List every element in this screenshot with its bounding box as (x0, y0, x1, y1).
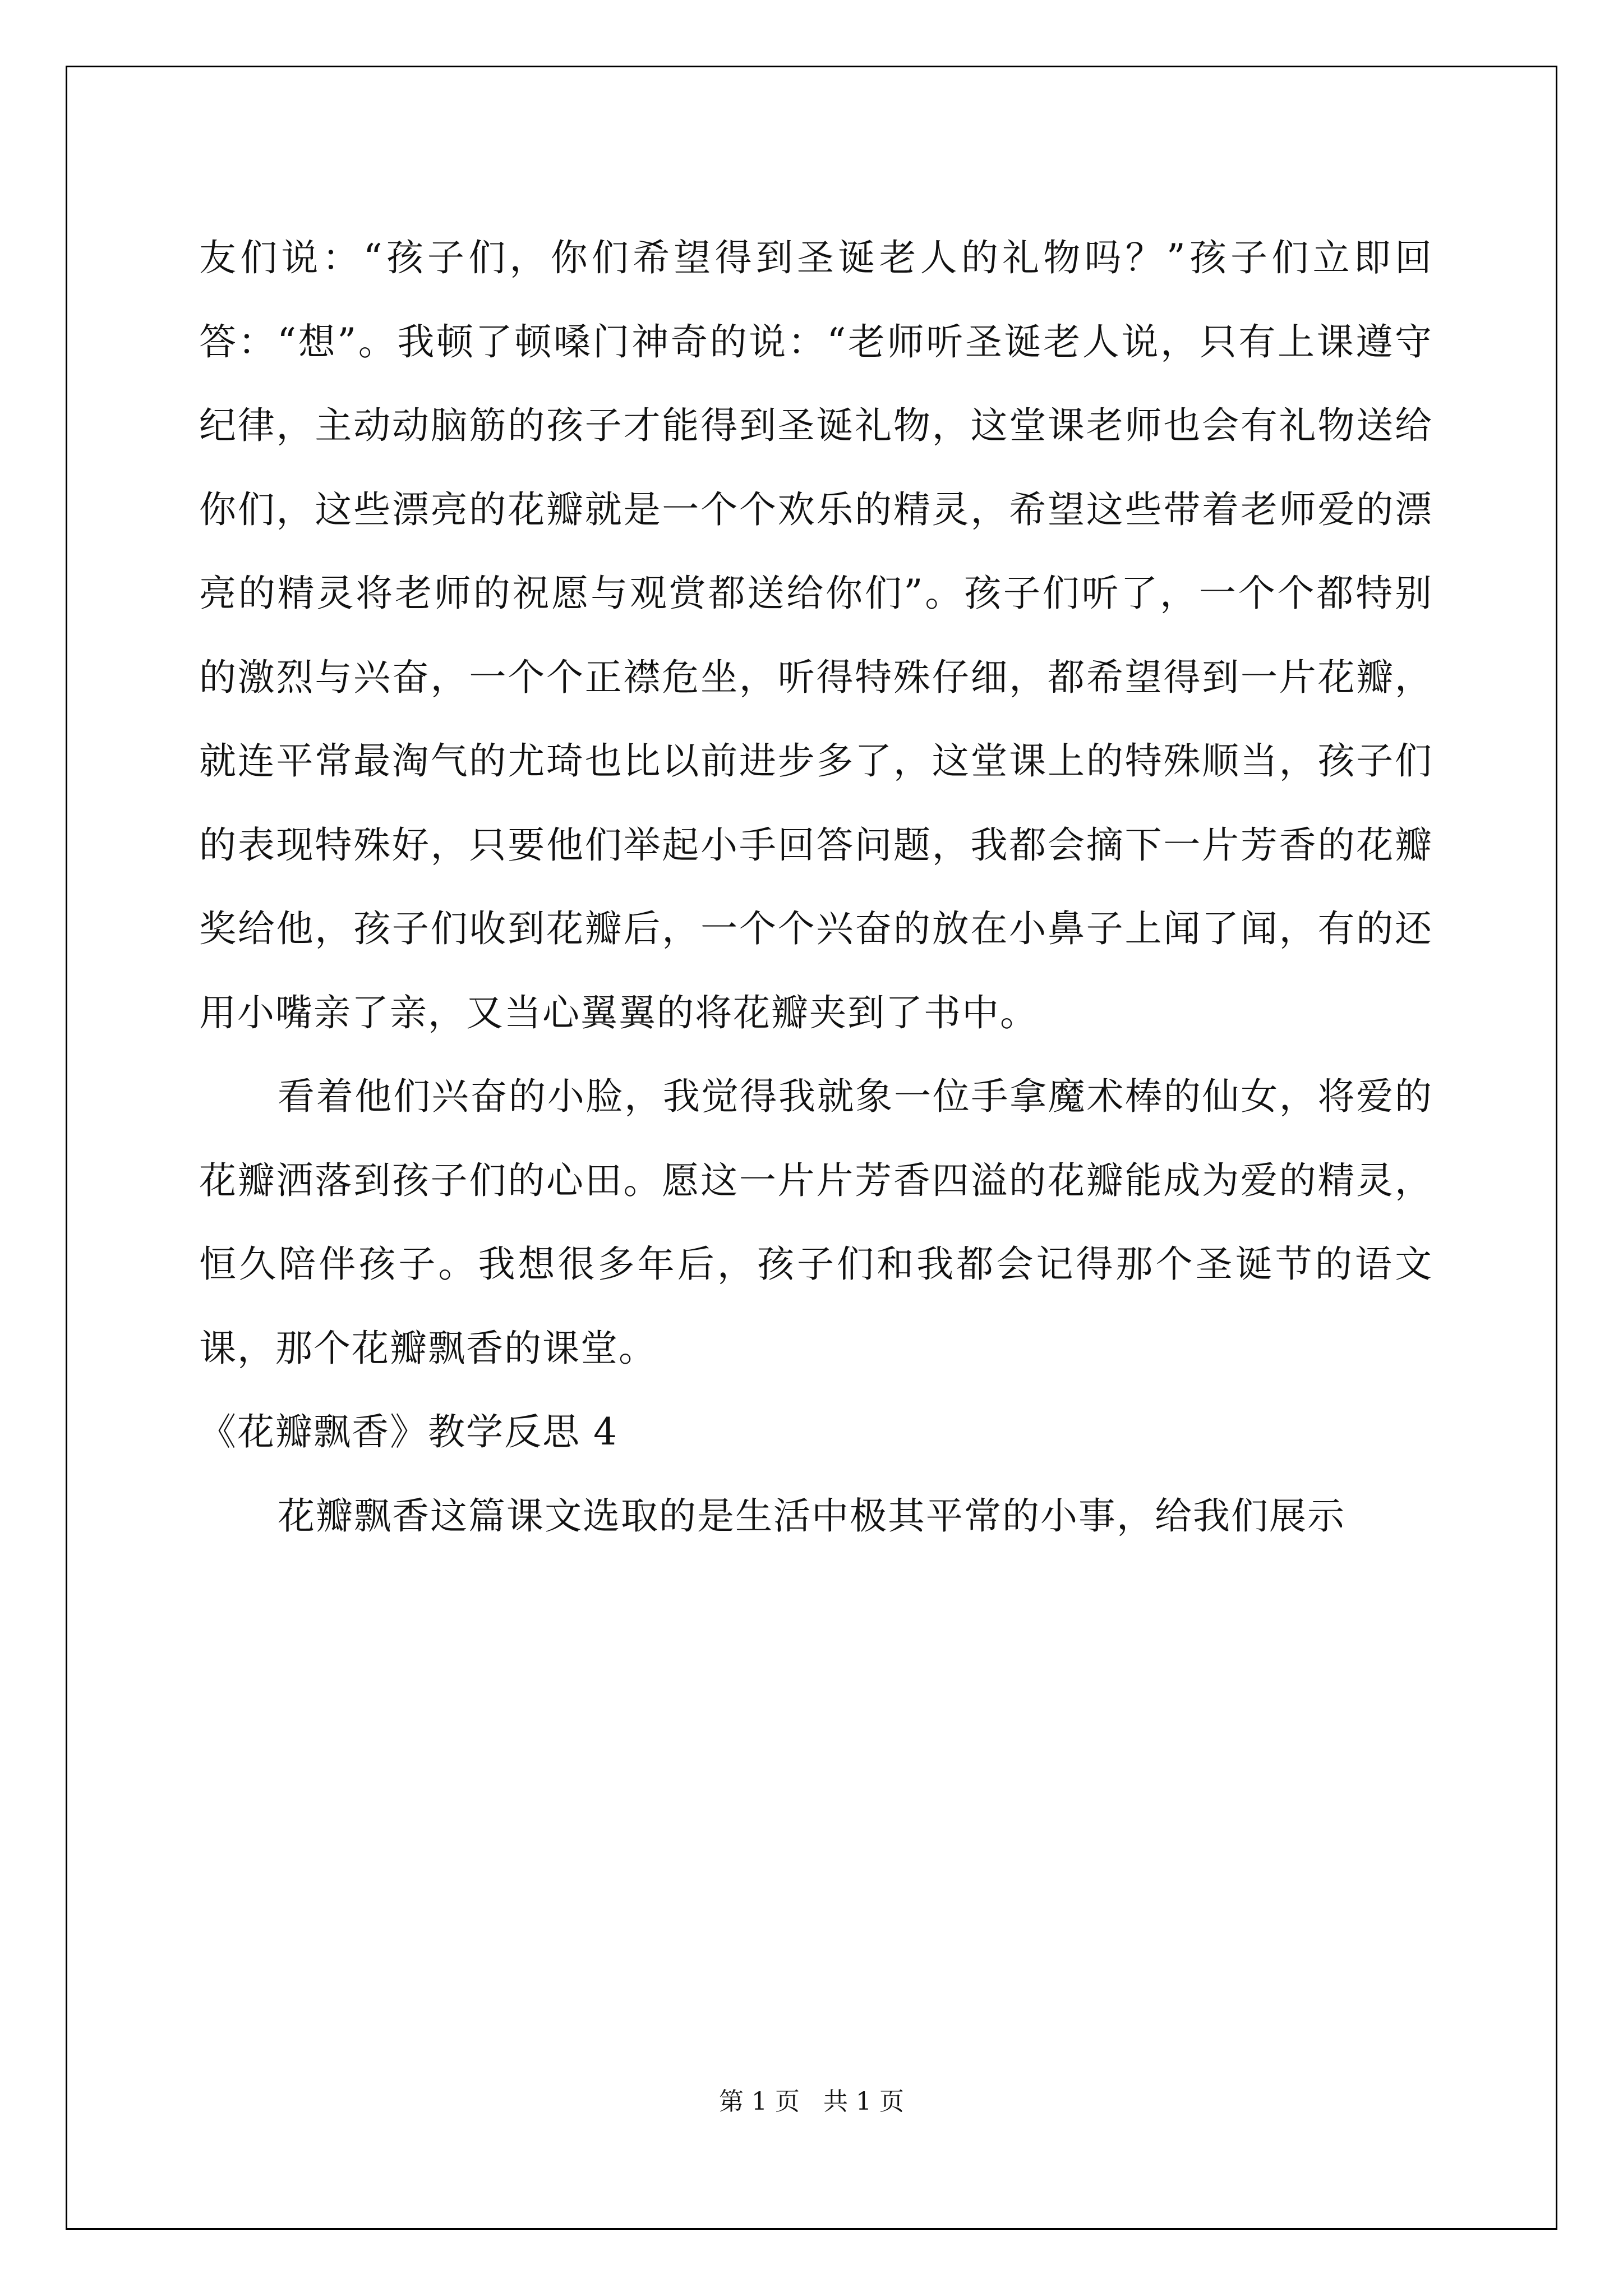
document-body (199, 216, 1433, 1558)
paragraph-section-4-start: 花瓣飘香这篇课文选取的是生活中极其平常的小事，给我们展示 (278, 1494, 1345, 1538)
page-number: 第 1 页 (719, 2087, 800, 2116)
paragraph-reflection: 看着他们兴奋的小脸，我觉得我就象一位手拿魔术棒的仙女，将爱的花瓣洒落到孩子们的心田。愿这一片片芳香四溢的花瓣能成为爱的精灵，恒久陪伴孩子。我想很多年后，孩子们和我都会记得那个圣诞节的语文课，那个花瓣飘香的课堂。 (199, 1075, 1433, 1370)
page-total: 共 1 页 (823, 2087, 904, 2116)
page-footer (0, 2081, 1623, 2117)
section-heading: 《花瓣飘香》教学反思 4 (199, 1410, 618, 1453)
paragraph-continued: 友们说：“孩子们，你们希望得到圣诞老人的礼物吗？”孩子们立即回答：“想”。我顿了顿嗓门神奇的说：“老师听圣诞老人说，只有上课遵守纪律，主动动脑筋的孩子才能得到圣诞礼物，这堂课老师也会有礼物送给你们，这些漂亮的花瓣就是一个个欢乐的精灵，希望这些带着老师爱的漂亮的精灵将老师的祝愿与观赏都送给你们”。孩子们听了，一个个都特别的激烈与兴奋，一个个正襟危坐，听得特殊仔细，都希望得到一片花瓣，就连平常最淘气的尤琦也比以前进步多了，这堂课上的特殊顺当，孩子们的表现特殊好，只要他们举起小手回答问题，我都会摘下一片芳香的花瓣奖给他，孩子们收到花瓣后，一个个兴奋的放在小鼻子上闻了闻，有的还用小嘴亲了亲，又当心翼翼的将花瓣夹到了书中。 (199, 236, 1433, 1034)
